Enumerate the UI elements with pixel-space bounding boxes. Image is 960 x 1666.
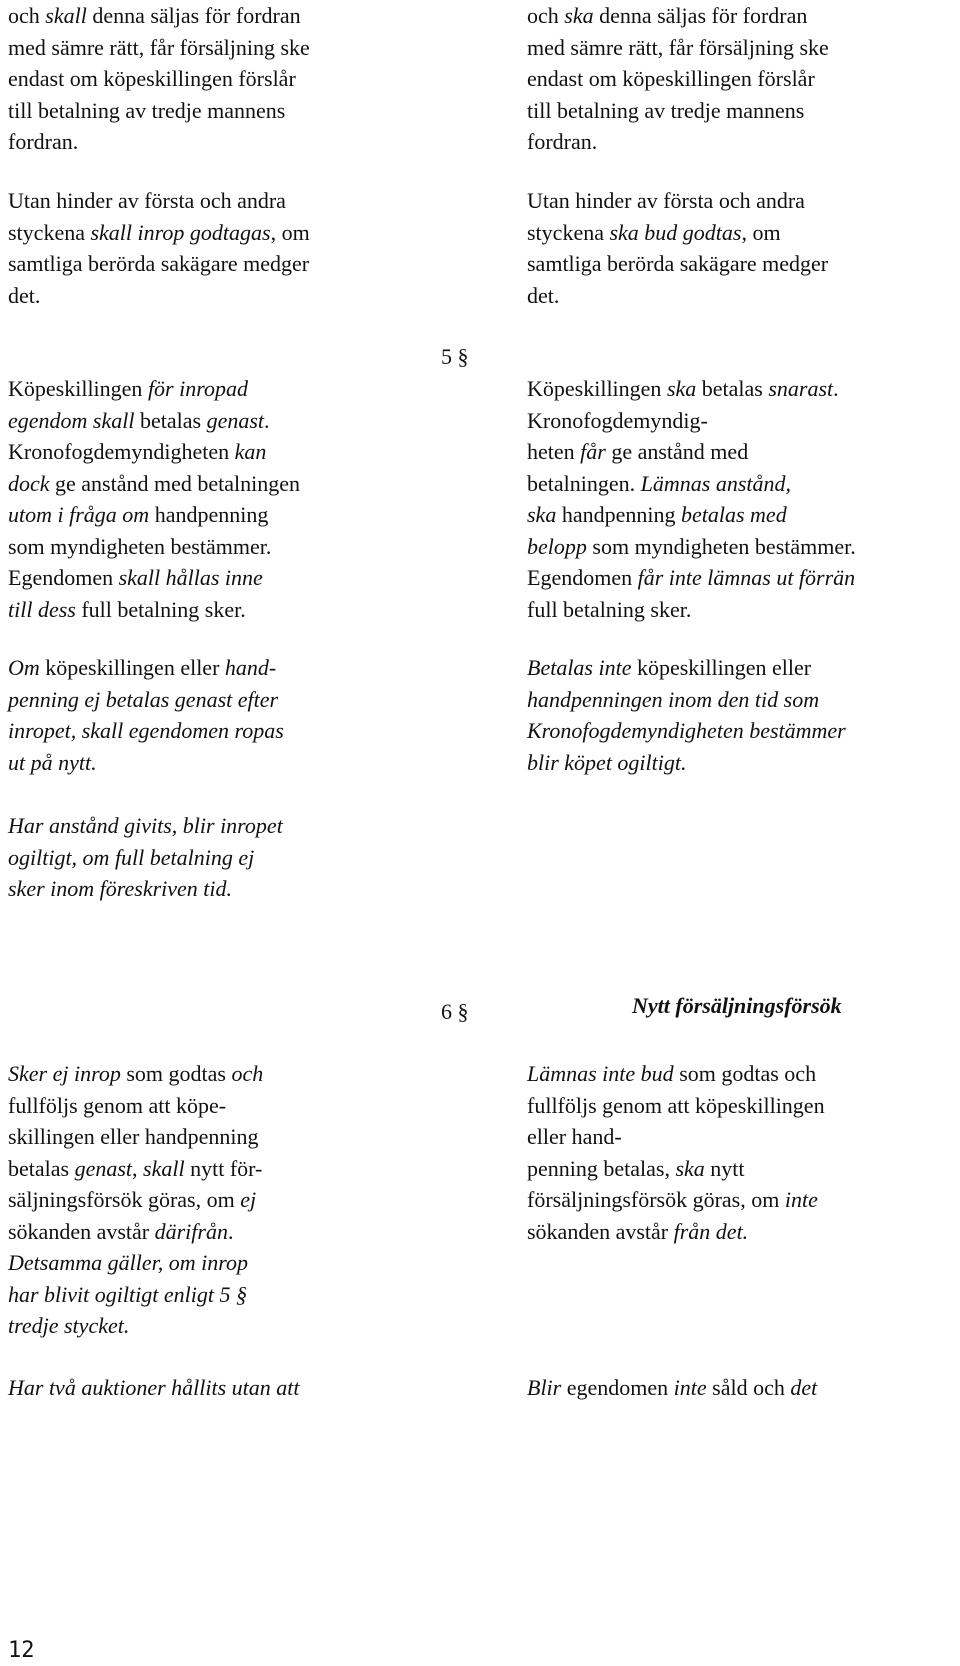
text-line [8,1279,263,1311]
text-line [8,126,310,158]
left-paragraph-4 [8,652,284,778]
text-line [527,1372,817,1404]
text-line [527,468,856,500]
text-run: Egendomen [8,565,119,590]
text-line [8,373,300,405]
text-line [8,594,300,626]
italic-text: Lämnas anstånd, [640,470,791,496]
text-line [8,499,300,531]
left-paragraph-1 [8,0,310,158]
italic-text: ska [564,3,594,28]
italic-text: egendom skall [8,407,135,433]
text-line [8,217,310,249]
italic-text: inropet, skall egendomen ropas [8,718,284,743]
italic-text: utom i fråga om [8,502,150,527]
text-run: ge anstånd med betalningen [49,470,301,496]
text-run: som godtas [120,1061,232,1086]
italic-text: snarast [768,376,834,401]
text-run: som myndigheten bestämmer. [586,533,856,559]
right-paragraph-2 [527,185,828,311]
italic-text: ska [527,502,557,527]
italic-text: och [231,1061,264,1086]
text-line [8,0,310,32]
italic-text: belopp [527,533,587,559]
text-run: styckena [8,219,91,245]
text-run: full betalning sker. [527,596,692,622]
italic-text: ut på nytt. [8,749,97,775]
text-run: nytt för- [184,1155,263,1181]
text-run: Kronofogdemyndigheten [8,439,235,464]
text-line [8,531,300,563]
italic-text: ej [240,1187,257,1212]
text-line [527,562,856,594]
italic-text: Har anstånd givits, blir inropet [8,813,283,838]
text-run: . [227,1218,234,1244]
italic-text: handpenningen inom den tid som [527,686,820,712]
text-line [527,652,846,684]
text-line [8,1153,263,1185]
italic-text: skall [45,3,87,28]
italic-text: tredje stycket. [8,1313,130,1338]
right-paragraph-3 [527,373,856,625]
text-line [8,248,310,280]
text-run: full betalning sker. [75,596,246,622]
text-run: heten [527,439,581,464]
text-run: eller hand- [527,1124,622,1149]
text-run: till betalning av tredje mannens [527,97,805,123]
italic-text: genast [206,407,265,433]
text-run: fordran. [8,129,79,154]
italic-text: ogiltigt, om full betalning ej [8,844,255,870]
text-line [527,185,828,217]
text-line [527,747,846,779]
text-line [527,531,856,563]
text-line [8,436,300,468]
text-line [8,1372,300,1404]
text-line [527,280,828,312]
italic-text: kan [234,439,267,464]
italic-text: Detsamma gäller, om inrop [8,1250,248,1275]
text-run: Kronofogdemyndig- [527,407,708,433]
italic-text: skall [143,1155,185,1181]
italic-text: Kronofogdemyndigheten bestämmer [527,718,846,743]
text-run: , [132,1155,144,1181]
italic-text: Sker ej inrop [8,1061,121,1086]
text-run: fordran. [527,129,598,154]
left-paragraph-6 [8,1058,263,1342]
left-paragraph-2 [8,185,310,311]
text-line [527,1184,825,1216]
text-line [8,652,284,684]
text-run: Köpeskillingen [527,376,667,401]
italic-text: inte [673,1375,707,1400]
section-number-5: 5 § [441,344,469,369]
italic-text: till dess [8,596,76,622]
text-line [527,217,828,249]
text-run: samtliga berörda sakägare medger [8,251,310,276]
italic-text: får inte lämnas ut förrän [637,565,856,590]
text-line [8,562,300,594]
text-run: handpenning [556,502,681,527]
right-paragraph-1 [527,0,829,158]
text-line [8,1216,263,1248]
italic-text: hand- [224,655,277,680]
text-line [8,1184,263,1216]
text-run: det. [8,282,41,308]
left-paragraph-3 [8,373,300,625]
text-line [8,32,310,64]
text-run: som godtas och [673,1061,817,1086]
text-line [8,1090,263,1122]
text-run: sökanden avstår [8,1218,155,1244]
text-run: betalas [134,407,207,433]
text-line [527,0,829,32]
italic-text: ska bud godtas [609,219,742,245]
text-run: säljningsförsök göras, om [8,1187,241,1212]
italic-text: Blir [527,1375,562,1400]
text-run: köpeskillingen eller [631,655,812,680]
text-line [527,248,828,280]
text-line [527,436,856,468]
text-run: och [527,3,565,28]
text-line [527,32,829,64]
right-paragraph-6 [527,1372,817,1404]
text-run: Egendomen [527,565,638,590]
text-line [527,1216,825,1248]
italic-text: inte [784,1187,818,1212]
italic-text: Om [8,655,40,680]
text-line [527,1121,825,1153]
text-run: . [264,407,270,433]
text-line [527,684,846,716]
text-run: med sämre rätt, får försäljning ske [527,34,829,60]
text-line [527,594,856,626]
right-paragraph-5 [527,1058,825,1247]
text-run: köpeskillingen eller [39,655,225,680]
italic-text: Betalas inte [527,655,632,680]
italic-text: för inropad [147,376,248,401]
text-run: samtliga berörda sakägare medger [527,251,829,276]
text-line [8,405,300,437]
left-paragraph-5 [8,810,283,905]
right-paragraph-4 [527,652,846,778]
text-run: betalas [8,1155,75,1181]
text-run: . [833,376,839,401]
text-line [8,715,284,747]
text-line [8,842,283,874]
text-run: handpenning [149,502,269,527]
text-run: endast om köpeskillingen förslår [527,66,815,91]
text-line [527,1090,825,1122]
section-number-6: 6 § [441,999,469,1024]
text-line [8,1121,263,1153]
text-run: denna säljas för fordran [593,3,808,28]
text-run: med sämre rätt, får försäljning ske [8,34,310,60]
text-line [8,63,310,95]
text-run: och [8,3,46,28]
text-run: såld och [706,1375,791,1400]
text-run: endast om köpeskillingen förslår [8,66,296,91]
italic-text: genast [74,1155,133,1181]
text-line [527,95,829,127]
text-run: ge anstånd med [605,439,749,464]
italic-text: blir köpet ogiltigt. [527,749,687,775]
text-line [527,63,829,95]
text-line [8,185,310,217]
text-line [527,1058,825,1090]
text-run: Utan hinder av första och andra [527,188,805,213]
italic-text: Lämnas inte bud [527,1061,674,1086]
text-run: denna säljas för fordran [86,3,301,28]
text-line [8,280,310,312]
text-line [8,95,310,127]
text-run: som myndigheten bestämmer. [8,533,272,559]
section-heading: Nytt försäljningsförsök [632,993,842,1018]
text-run: , om [270,219,310,245]
italic-text: Har två auktioner hållits utan att [8,1375,300,1400]
text-run: Utan hinder av första och andra [8,188,286,213]
text-line [8,873,283,905]
italic-text: dock [8,470,50,496]
text-line [527,715,846,747]
text-line [527,405,856,437]
text-run: fullföljs genom att köpe- [8,1092,227,1118]
page-number: 12 [8,1638,35,1663]
text-run: fullföljs genom att köpeskillingen [527,1092,825,1118]
italic-text: skall inrop godtagas [90,219,271,245]
italic-text: har blivit ogiltigt enligt 5 § [8,1281,247,1307]
text-line [8,468,300,500]
italic-text: skall hållas inne [118,565,263,590]
italic-text: får [580,439,606,464]
text-run: styckena [527,219,610,245]
italic-text: penning ej betalas genast efter [8,686,279,712]
text-line [8,810,283,842]
text-line [8,684,284,716]
text-line [527,1153,825,1185]
text-line [527,499,856,531]
text-run: försäljningsförsök göras, om [527,1187,785,1212]
text-run: betalningen. [527,470,641,496]
italic-text: det [790,1375,818,1400]
text-run: det. [527,282,560,308]
text-line [8,1310,263,1342]
text-run: betalas [696,376,769,401]
text-line [527,126,829,158]
italic-text: ska [666,376,697,401]
italic-text: ska [675,1155,705,1181]
text-run: , om [741,219,781,245]
text-line [8,1058,263,1090]
italic-text: från det. [673,1218,749,1244]
text-run: penning betalas, [527,1155,676,1181]
italic-text: sker inom föreskriven tid. [8,876,233,901]
text-line [8,747,284,779]
italic-text: betalas med [680,502,787,527]
italic-text: därifrån [154,1218,228,1244]
text-run: egendomen [561,1375,674,1400]
text-line [8,1247,263,1279]
text-run: skillingen eller handpenning [8,1124,259,1149]
text-line [527,373,856,405]
text-run: Köpeskillingen [8,376,148,401]
text-run: till betalning av tredje mannens [8,97,286,123]
text-run: sökanden avstår [527,1218,674,1244]
text-run: nytt [704,1155,745,1181]
left-paragraph-7 [8,1372,300,1404]
